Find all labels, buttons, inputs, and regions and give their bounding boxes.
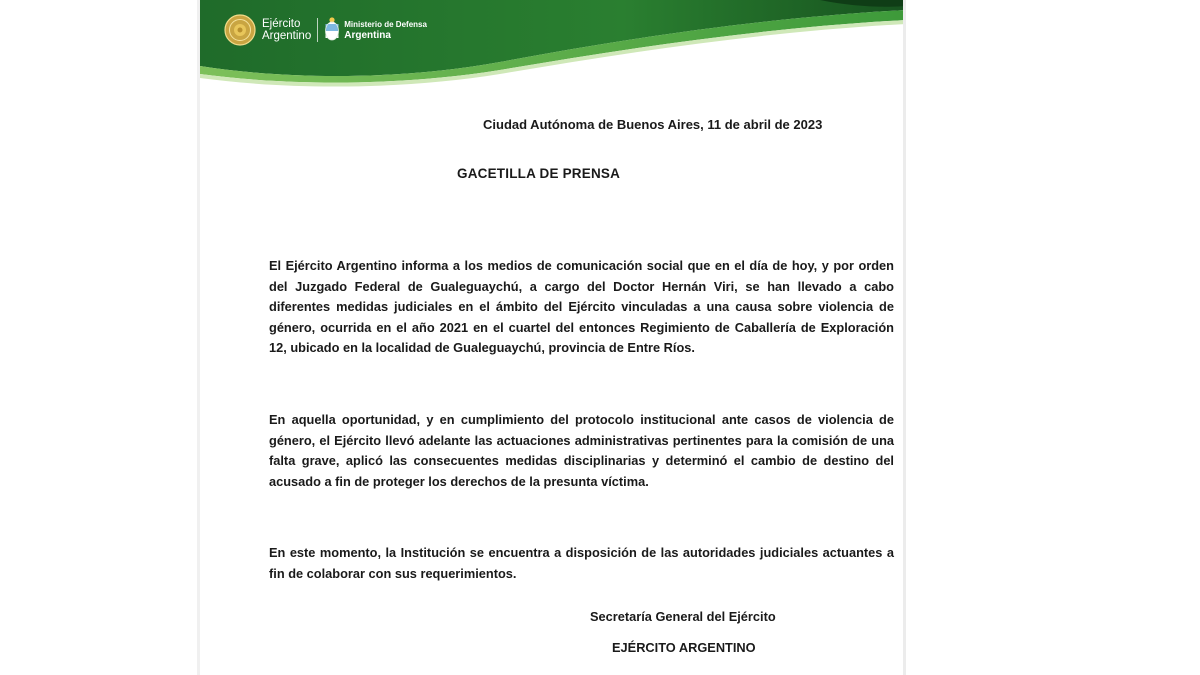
signature-institution: EJÉRCITO ARGENTINO <box>612 640 756 655</box>
coat-of-arms-icon <box>324 16 340 44</box>
paragraph-1: El Ejército Argentino informa a los medios de comunicación social que en el día de hoy, y por orden del Juzgado Federal de Gualeguaychú, a cargo del Doctor Hernán Viri, se han llevado a cabo diferentes medidas judiciales en el ámbito del Ejército vinculadas a una causa sobre violencia de género, ocurrida en el año 2021 en el cuartel del entonces Regimiento de Caballería de Exploración 12, ubicado en la localidad de Gualeguaychú, provincia de Entre Ríos. <box>269 258 894 355</box>
paragraph-3: En este momento, la Institución se encuentra a disposición de las autoridades judiciales actuantes a fin de colaborar con sus requerimientos. <box>269 545 894 581</box>
ministry-line-1: Ministerio de Defensa <box>344 20 427 29</box>
brand-line-1: Ejército <box>262 18 301 30</box>
ministry-name <box>344 19 427 41</box>
letterhead <box>200 0 906 95</box>
document-date: Ciudad Autónoma de Buenos Aires, 11 de abril de 2023 <box>483 117 823 132</box>
signature-secretariat: Secretaría General del Ejército <box>590 609 776 624</box>
logo-group <box>224 14 427 46</box>
army-brand-name <box>262 18 318 42</box>
document-title: GACETILLA DE PRENSA <box>457 166 621 181</box>
ministry-line-2: Argentina <box>344 30 391 41</box>
brand-line-2: Argentino <box>262 30 312 42</box>
army-seal-icon <box>224 14 256 46</box>
press-release-page <box>200 0 906 675</box>
page-shadow-right <box>903 0 906 675</box>
paragraph-2: En aquella oportunidad, y en cumplimiento del protocolo institucional ante casos de violencia de género, el Ejército llevó adelante las actuaciones administrativas pertinentes para la comisión de una falta grave, aplicó las consecuentes medidas disciplinarias y determinó el cambio de destino del acusado a fin de proteger los derechos de la presunta víctima. <box>269 412 894 489</box>
